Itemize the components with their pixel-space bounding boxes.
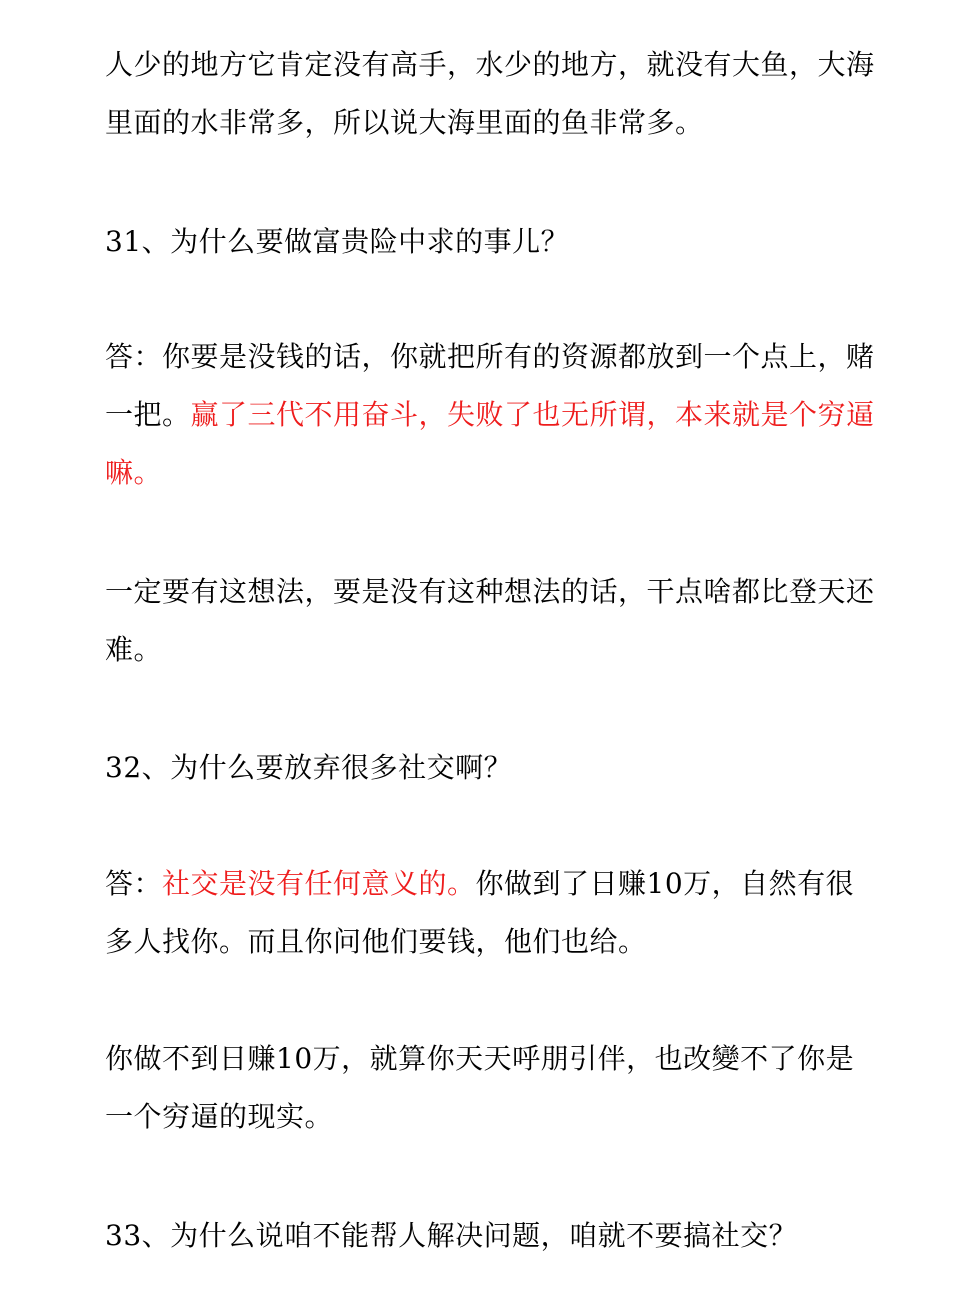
question-text: 31、为什么要做富贵险中求的事儿？ xyxy=(105,225,570,258)
paragraph-text: 一定要有这想法，要是没有这种想法的话，干点啥都比登天还难。 xyxy=(105,575,875,666)
answer-label: 答： xyxy=(105,867,163,900)
answer-31 xyxy=(105,328,875,502)
paragraph-text: 你做不到日赚10万，就算你天天呼朋引伴，也改變不了你是一个穷逼的现实。 xyxy=(105,1042,855,1133)
highlighted-text: 社交是没有任何意义的。 xyxy=(162,867,476,900)
question-33 xyxy=(105,1207,875,1265)
answer-text: 答：你要是没钱的话，你就把所有的资源都放到一个点上，赌一把。 xyxy=(105,340,875,431)
question-text: 32、为什么要放弃很多社交啊？ xyxy=(105,751,513,784)
answer-32 xyxy=(105,855,875,971)
highlighted-text: 赢了三代不用奋斗，失败了也无所谓，本来就是个穷逼嘛。 xyxy=(105,398,875,489)
paragraph-big-fish xyxy=(105,36,875,152)
paragraph-reality xyxy=(105,1030,875,1146)
paragraph-mindset xyxy=(105,563,875,679)
answer-text: 你做到了日赚10万，自然有很多人找你。而且你问他们要钱，他们也给。 xyxy=(105,867,855,958)
paragraph-text: 人少的地方它肯定没有高手，水少的地方，就没有大鱼，大海里面的水非常多，所以说大海里面的鱼非常多。 xyxy=(105,48,875,139)
question-32 xyxy=(105,739,875,797)
question-31 xyxy=(105,213,875,271)
question-text: 33、为什么说咱不能帮人解决问题，咱就不要搞社交？ xyxy=(105,1219,798,1252)
